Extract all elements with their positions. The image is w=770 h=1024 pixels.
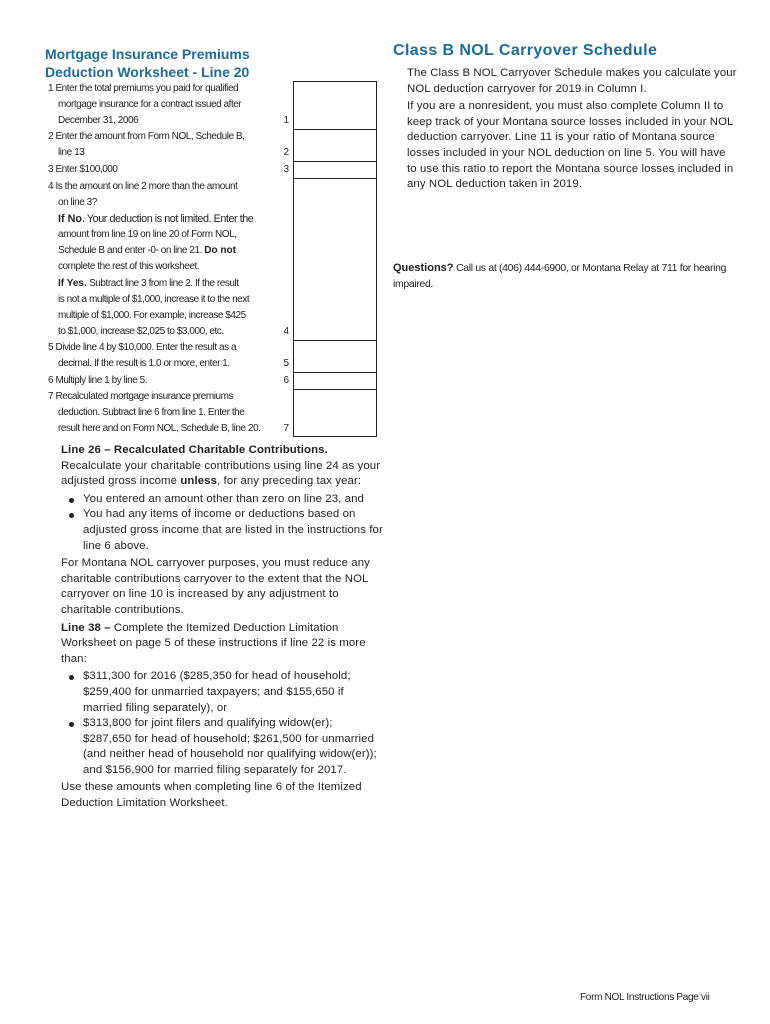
line-1-text-c: December 31, 2006 <box>58 115 139 126</box>
line-4-text-b: on line 3? <box>58 197 97 208</box>
line-3-text: 3 Enter $100,000 <box>48 164 118 175</box>
line-7-number: 7 <box>283 423 289 434</box>
line-38-bullet-2: $313,800 for joint filers and qualifying widow(er); $287,650 for head of household; $261,500 for unmarried (and neither head of household nor qualifying widow(er)); and $156,900 for married filing separately for 2017. <box>61 716 383 778</box>
line-4-entry-box[interactable] <box>293 178 377 340</box>
line-1-number: 1 <box>283 115 289 126</box>
page-footer: Form NOL Instructions Page vii <box>580 992 710 1003</box>
line-7-entry-box[interactable] <box>293 389 377 437</box>
if-yes-text-1: Subtract line 3 from line 2. If the result <box>86 278 239 289</box>
if-yes-label: If Yes. <box>58 278 87 289</box>
line-3-number: 3 <box>283 164 289 175</box>
line-4-number: 4 <box>283 326 289 337</box>
worksheet-title <box>45 45 295 81</box>
line-3-entry-box[interactable] <box>293 161 377 178</box>
line-26-unless: unless <box>180 475 218 488</box>
worksheet-title-line-1: Mortgage Insurance Premiums <box>45 46 250 62</box>
line-6-number: 6 <box>283 375 289 386</box>
line-1-entry-box[interactable] <box>293 81 377 129</box>
line-26-bullet-1: You entered an amount other than zero on line 23, and <box>61 492 383 508</box>
line-5-text-a: 5 Divide line 4 by $10,000. Enter the result as a <box>48 342 237 353</box>
line-38-heading: Line 38 – <box>61 621 111 634</box>
line-7-text-b: deduction. Subtract line 6 from line 1. Enter the <box>58 407 245 418</box>
if-yes-line-3: multiple of $1,000. For example, increase $425 <box>58 310 246 321</box>
if-no-text-3: Schedule B and enter -0- on line 21. <box>58 245 202 256</box>
line-5-text-b: decimal. If the result is 1.0 or more, enter 1. <box>58 358 230 369</box>
line-2-text-b: line 13 <box>58 147 85 158</box>
if-yes-line-1 <box>58 276 300 292</box>
line-7-text-a: 7 Recalculated mortgage insurance premiums <box>48 391 234 402</box>
line-4-text-a: 4 Is the amount on line 2 more than the amount <box>48 181 238 192</box>
questions-text: Call us at (406) 444-6900, or Montana Relay at 711 for hearing impaired. <box>393 263 727 290</box>
line-26-paragraph-1 <box>61 459 383 490</box>
if-yes-line-4: to $1,000, increase $2,025 to $3,000, etc. <box>58 326 224 337</box>
line-38-p1: Complete the Itemized Deduction Limitation Worksheet on page 5 of these instructions if line 22 is more than: <box>61 621 366 665</box>
line-5-entry-box[interactable] <box>293 340 377 372</box>
line-26-heading: Line 26 – Recalculated Charitable Contributions. <box>61 444 328 456</box>
questions-label: Questions? <box>393 262 454 274</box>
if-no-text-1: . Your deduction is not limited. Enter the <box>82 213 254 225</box>
line-26-p1-post: , for any preceding tax year: <box>217 475 362 488</box>
if-no-line-1 <box>58 211 300 227</box>
line-5-number: 5 <box>283 358 289 369</box>
line-6-text: 6 Multiply line 1 by line 5. <box>48 375 148 386</box>
line-7-text-c: result here and on Form NOL, Schedule B, line 20. <box>58 423 261 434</box>
class-b-paragraph-2: If you are a nonresident, you must also complete Column II to keep track of your Montana source losses included in your NOL deduction carryover. Line 11 is your ratio of Montana source losses included in your NOL deduction on line 5. You will have to use this ratio to report the Montana source losses included in any NOL deduction taken in 2019. <box>407 100 734 191</box>
line-26-bullet-2: You had any items of income or deductions based on adjusted gross income that are listed in the instructions for line 6 above. <box>61 507 383 554</box>
line-1-text-a: 1 Enter the total premiums you paid for qualified <box>48 83 239 94</box>
left-body-text <box>61 443 383 814</box>
worksheet-title-line-2: Deduction Worksheet - Line 20 <box>45 64 250 80</box>
line-26-bullets <box>61 492 383 554</box>
if-no-line-3 <box>58 243 300 259</box>
line-2-entry-box[interactable] <box>293 129 377 161</box>
if-no-line-2: amount from line 19 on line 20 of Form NOL, <box>58 229 237 240</box>
line-26-paragraph-2: For Montana NOL carryover purposes, you must reduce any charitable contributions carryover to the extent that the NOL carryover on line 10 is increased by any adjustment to charitable contributions. <box>61 557 370 616</box>
line-38-bullets <box>61 669 383 778</box>
line-38-paragraph-1 <box>61 621 383 668</box>
questions-note <box>393 260 733 293</box>
line-2-text-a: 2 Enter the amount from Form NOL, Schedule B, <box>48 131 245 142</box>
class-b-paragraph-1: The Class B NOL Carryover Schedule makes you calculate your NOL deduction carryover for 2019 in Column I. <box>407 67 737 95</box>
line-26-p1-pre: Recalculate your charitable contributions using line 24 as your adjusted gross income <box>61 459 381 488</box>
class-b-title: Class B NOL Carryover Schedule <box>393 42 658 59</box>
if-no-label: If No <box>58 213 82 225</box>
line-2-number: 2 <box>283 147 289 158</box>
do-not-label: Do not <box>204 245 236 256</box>
class-b-body <box>407 66 737 195</box>
line-38-bullet-1: $311,300 for 2016 ($285,350 for head of household; $259,400 for unmarried taxpayers; and $155,650 if married filing separately), or <box>61 669 383 716</box>
worksheet-table <box>45 81 378 437</box>
line-1-text-b: mortgage insurance for a contract issued after <box>58 99 242 110</box>
if-no-line-4: complete the rest of this worksheet. <box>58 261 200 272</box>
if-yes-line-2: is not a multiple of $1,000, increase it to the next <box>58 294 250 305</box>
line-38-paragraph-2: Use these amounts when completing line 6 of the Itemized Deduction Limitation Worksheet. <box>61 781 362 810</box>
line-6-entry-box[interactable] <box>293 372 377 389</box>
